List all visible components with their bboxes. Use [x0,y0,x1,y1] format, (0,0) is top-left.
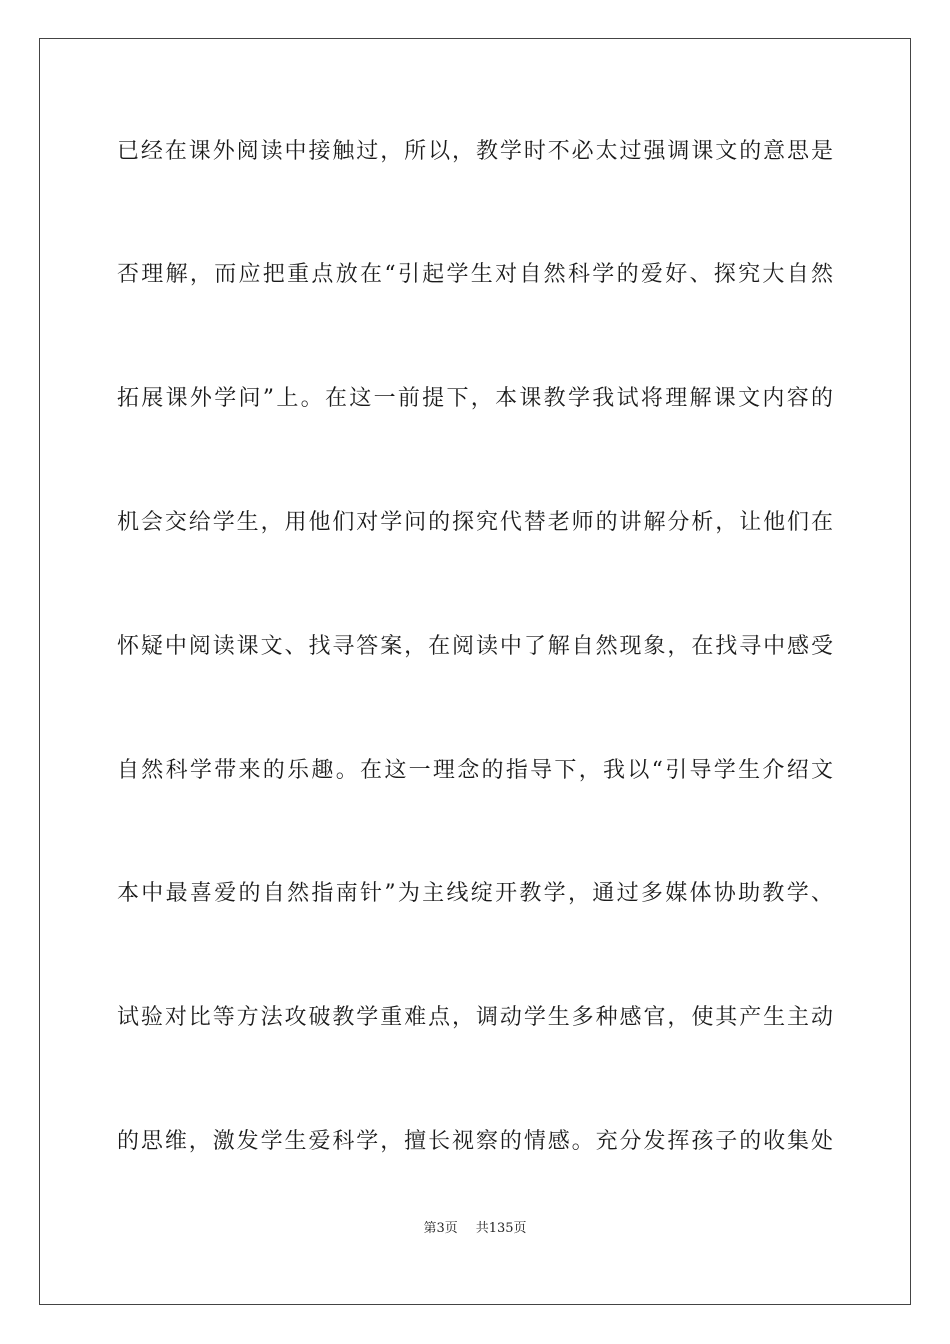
paragraph-line: 拓展课外学问”上。在这一前提下，本课教学我试将理解课文内容的 [117,386,833,411]
paragraph-line: 否理解，而应把重点放在“引起学生对自然科学的爱好、探究大自然 [117,262,833,287]
paragraph-line: 的思维，激发学生爱科学，擅长视察的情感。充分发挥孩子的收集处 [117,1129,833,1154]
paragraph-line: 试验对比等方法攻破教学重难点，调动学生多种感官，使其产生主动 [117,1005,833,1030]
page-number: 第3页 [423,1221,458,1236]
total-pages: 共135页 [475,1221,527,1236]
page-footer [0,1220,950,1238]
paragraph-line: 怀疑中阅读课文、找寻答案，在阅读中了解自然现象，在找寻中感受 [117,634,833,659]
paragraph-line: 机会交给学生，用他们对学问的探究代替老师的讲解分析，让他们在 [117,510,833,535]
page-border [39,38,911,1305]
paragraph-line: 本中最喜爱的自然指南针”为主线绽开教学，通过多媒体协助教学、 [117,881,833,906]
paragraph-line: 已经在课外阅读中接触过，所以，教学时不必太过强调课文的意思是 [117,139,833,164]
paragraph-line: 自然科学带来的乐趣。在这一理念的指导下，我以“引导学生介绍文 [117,758,833,783]
